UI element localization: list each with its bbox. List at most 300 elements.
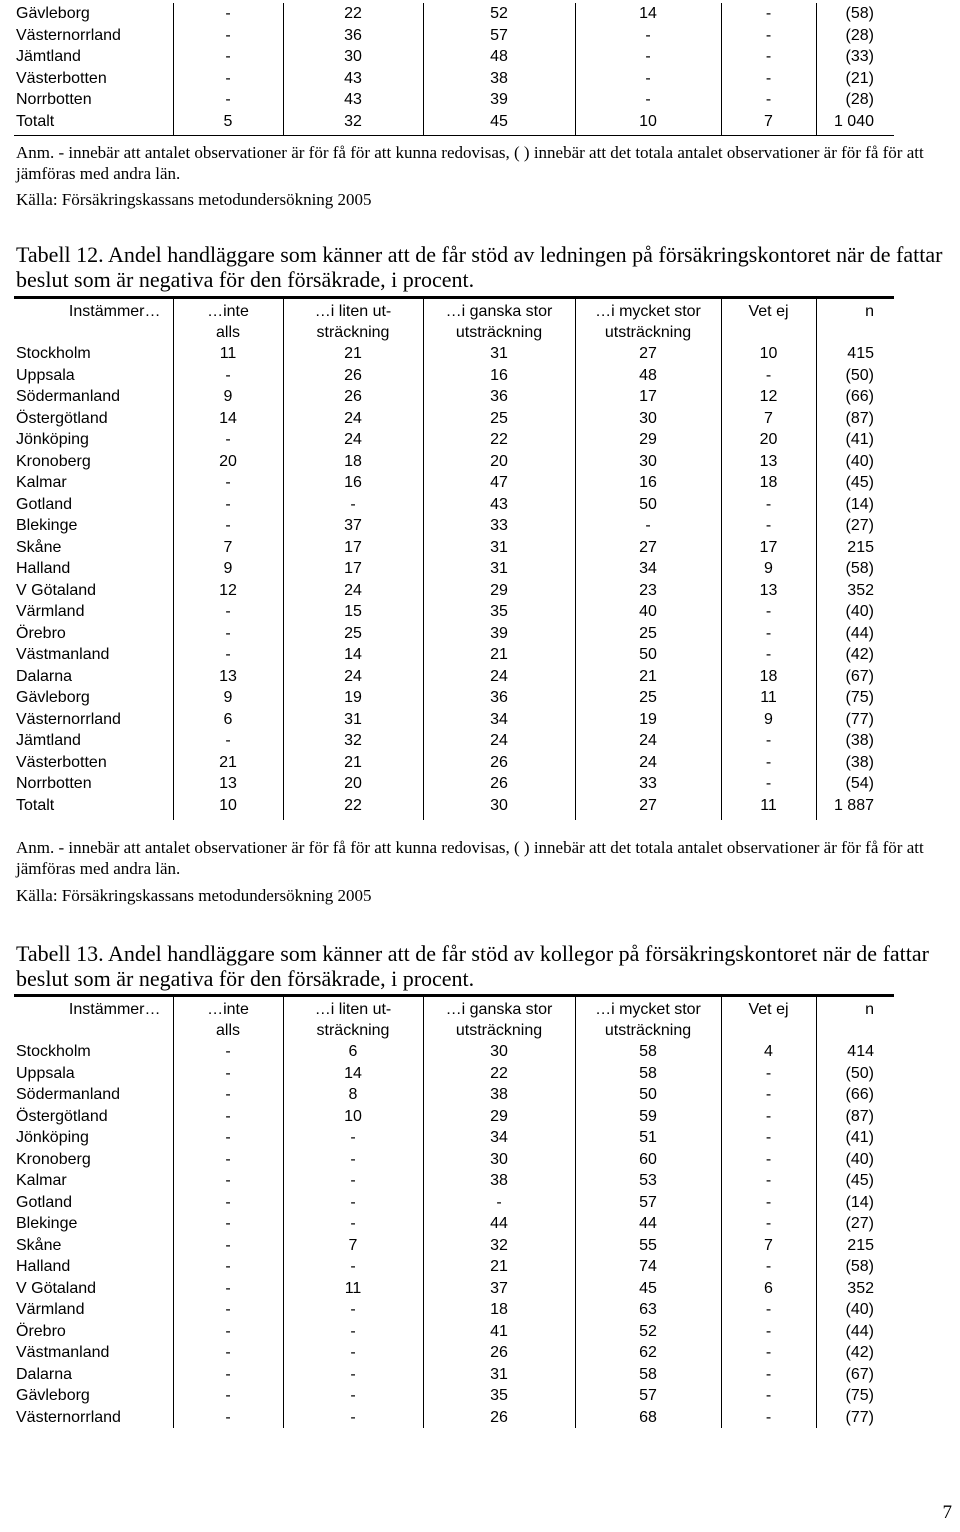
value-cell: -	[173, 1170, 283, 1192]
header-n: n	[816, 996, 894, 1042]
county-name: Uppsala	[16, 1064, 75, 1082]
value-cell: 26	[423, 1407, 575, 1429]
value-cell: 41	[423, 1321, 575, 1343]
value-cell: 26	[283, 386, 423, 408]
value-cell: 26	[423, 1342, 575, 1364]
value-cell: -	[575, 68, 721, 90]
value-cell: 52	[423, 3, 575, 25]
value-cell: 19	[283, 687, 423, 709]
table-row	[14, 709, 894, 731]
value-cell: 7	[721, 111, 816, 137]
header-inte-alls: …inte alls	[173, 298, 283, 344]
table-row	[14, 408, 894, 430]
value-cell: 44	[423, 1213, 575, 1235]
value-cell: 38	[423, 1170, 575, 1192]
value-cell: 25	[575, 623, 721, 645]
table-row	[14, 644, 894, 666]
table-note: Anm. - innebär att antalet observationer är för få för att kunna redovisas, ( ) innebär att det totala antalet observationer är för få för att jämföras med andra län.	[16, 143, 924, 183]
table-row	[14, 386, 894, 408]
value-cell: 17	[575, 386, 721, 408]
value-cell: -	[173, 515, 283, 537]
table-row	[14, 1192, 894, 1214]
value-cell: -	[721, 1149, 816, 1171]
value-cell: -	[173, 1235, 283, 1257]
value-cell: 18	[721, 666, 816, 688]
value-cell: -	[721, 365, 816, 387]
value-cell: -	[283, 1256, 423, 1278]
value-cell: 10	[173, 795, 283, 821]
value-cell: 26	[423, 773, 575, 795]
n-cell: 415	[816, 343, 894, 365]
n-cell: (40)	[816, 1149, 894, 1171]
county-name: Gotland	[16, 495, 73, 513]
value-cell: -	[721, 1106, 816, 1128]
table-row	[14, 1299, 894, 1321]
value-cell: 13	[721, 451, 816, 473]
value-cell: -	[173, 1407, 283, 1429]
county-name: Jämtland	[16, 48, 81, 65]
value-cell: 9	[173, 558, 283, 580]
n-cell: (67)	[816, 1364, 894, 1386]
value-cell: -	[721, 1084, 816, 1106]
n-cell: (38)	[816, 730, 894, 752]
table-row	[14, 1063, 894, 1085]
value-cell: -	[283, 494, 423, 516]
value-cell: 55	[575, 1235, 721, 1257]
county-name: Blekinge	[16, 517, 78, 534]
table-row	[14, 451, 894, 473]
header-n: n	[816, 298, 894, 344]
n-cell: (44)	[816, 1321, 894, 1343]
county-name: Örebro	[16, 624, 66, 642]
table-row	[14, 515, 894, 537]
value-cell: 21	[423, 1256, 575, 1278]
table-row	[14, 1364, 894, 1386]
county-name: Dalarna	[16, 667, 73, 685]
value-cell: 33	[423, 515, 575, 537]
header-inte-alls: …inte alls	[173, 996, 283, 1042]
value-cell: 7	[721, 408, 816, 430]
n-cell: 352	[816, 580, 894, 602]
value-cell: -	[721, 1321, 816, 1343]
table-12-note: Anm. - innebär att antalet observationer är för få för att kunna redovisas, ( ) innebär att det totala antalet observationer är för få för att jämföras med andra län.	[16, 838, 924, 878]
table-row	[14, 537, 894, 559]
value-cell: 39	[423, 89, 575, 111]
value-cell: -	[173, 89, 283, 111]
county-name: Västmanland	[16, 646, 110, 663]
value-cell: 30	[283, 46, 423, 68]
value-cell: 34	[423, 709, 575, 731]
value-cell: 36	[423, 386, 575, 408]
value-cell: 48	[423, 46, 575, 68]
county-name: Södermanland	[16, 1086, 121, 1103]
value-cell: -	[173, 1192, 283, 1214]
value-cell: 25	[283, 623, 423, 645]
county-name: Norrbotten	[16, 91, 92, 108]
table-row	[14, 1278, 894, 1300]
n-cell: 352	[816, 1278, 894, 1300]
value-cell: 31	[423, 537, 575, 559]
table-row	[14, 730, 894, 752]
value-cell: 5	[173, 111, 283, 137]
county-name: Jämtland	[16, 732, 81, 749]
n-cell: (58)	[816, 1256, 894, 1278]
value-cell: 21	[575, 666, 721, 688]
value-cell: -	[173, 1127, 283, 1149]
value-cell: 32	[283, 730, 423, 752]
value-cell: 15	[283, 601, 423, 623]
n-cell: (21)	[816, 68, 894, 90]
value-cell: 13	[173, 773, 283, 795]
value-cell: 58	[575, 1364, 721, 1386]
value-cell: 37	[423, 1278, 575, 1300]
value-cell: 18	[423, 1299, 575, 1321]
n-cell: (28)	[816, 25, 894, 47]
n-cell: (42)	[816, 644, 894, 666]
header-liten: …i liten ut- sträckning	[283, 996, 423, 1042]
value-cell: 63	[575, 1299, 721, 1321]
value-cell: 50	[575, 494, 721, 516]
county-name: Västernorrland	[16, 26, 121, 44]
value-cell: 24	[575, 752, 721, 774]
county-name: Totalt	[16, 796, 55, 814]
value-cell: 24	[283, 429, 423, 451]
county-name: Västernorrland	[16, 1408, 121, 1426]
value-cell: -	[283, 1127, 423, 1149]
value-cell: 6	[173, 709, 283, 731]
value-cell: -	[173, 1084, 283, 1106]
county-name: Kronoberg	[16, 1150, 91, 1168]
value-cell: 27	[575, 795, 721, 821]
n-cell: (38)	[816, 752, 894, 774]
value-cell: -	[173, 3, 283, 25]
value-cell: 30	[575, 451, 721, 473]
n-cell: 414	[816, 1041, 894, 1063]
value-cell: -	[283, 1321, 423, 1343]
value-cell: 30	[423, 795, 575, 821]
value-cell: 24	[423, 730, 575, 752]
table-row	[14, 343, 894, 365]
value-cell: -	[721, 623, 816, 645]
value-cell: 35	[423, 601, 575, 623]
value-cell: -	[173, 1041, 283, 1063]
value-cell: 38	[423, 68, 575, 90]
value-cell: -	[173, 1364, 283, 1386]
table-row	[14, 472, 894, 494]
header-liten: …i liten ut- sträckning	[283, 298, 423, 344]
table-row	[14, 580, 894, 602]
value-cell: -	[283, 1192, 423, 1214]
table-row	[14, 3, 894, 25]
value-cell: 22	[283, 3, 423, 25]
header-instammer: Instämmer…	[14, 298, 173, 344]
table-row	[14, 25, 894, 47]
value-cell: 33	[575, 773, 721, 795]
value-cell: -	[575, 515, 721, 537]
table-row	[14, 1084, 894, 1106]
value-cell: 34	[575, 558, 721, 580]
value-cell: -	[575, 46, 721, 68]
value-cell: 38	[423, 1084, 575, 1106]
value-cell: 10	[283, 1106, 423, 1128]
county-name: Gävleborg	[16, 1387, 90, 1404]
value-cell: 6	[721, 1278, 816, 1300]
n-cell: 1 887	[816, 795, 894, 821]
value-cell: 9	[173, 386, 283, 408]
value-cell: 16	[423, 365, 575, 387]
value-cell: -	[721, 644, 816, 666]
n-cell: (87)	[816, 1106, 894, 1128]
n-cell: (27)	[816, 1213, 894, 1235]
value-cell: 13	[173, 666, 283, 688]
value-cell: 24	[423, 666, 575, 688]
value-cell: 29	[423, 580, 575, 602]
county-name: Totalt	[16, 112, 55, 130]
value-cell: 44	[575, 1213, 721, 1235]
county-name: Stockholm	[16, 345, 91, 362]
table-11-continuation	[14, 3, 894, 136]
value-cell: 60	[575, 1149, 721, 1171]
n-cell: 215	[816, 537, 894, 559]
value-cell: 21	[173, 752, 283, 774]
value-cell: 18	[283, 451, 423, 473]
value-cell: -	[423, 1192, 575, 1214]
value-cell: 9	[173, 687, 283, 709]
n-cell: (45)	[816, 472, 894, 494]
value-cell: 30	[575, 408, 721, 430]
value-cell: 11	[173, 343, 283, 365]
n-cell: (58)	[816, 3, 894, 25]
value-cell: 21	[423, 644, 575, 666]
n-cell: (50)	[816, 1063, 894, 1085]
table-row	[14, 1385, 894, 1407]
n-cell: (58)	[816, 558, 894, 580]
table-12	[14, 296, 894, 820]
county-name: Dalarna	[16, 1365, 73, 1383]
value-cell: -	[173, 1299, 283, 1321]
table-row	[14, 68, 894, 90]
value-cell: -	[173, 601, 283, 623]
table-13-title: Tabell 13. Andel handläggare som känner att de får stöd av kollegor på försäkringskontoret när de fattar beslut som är negativa för den försäkrade, i procent.	[16, 941, 929, 991]
header-instammer: Instämmer…	[14, 996, 173, 1042]
table-row	[14, 46, 894, 68]
county-name: Värmland	[16, 1301, 85, 1318]
value-cell: 57	[575, 1192, 721, 1214]
value-cell: 32	[283, 111, 423, 137]
table-row	[14, 752, 894, 774]
table-row	[14, 687, 894, 709]
table-row	[14, 89, 894, 111]
county-name: Kronoberg	[16, 452, 91, 470]
table-row	[14, 429, 894, 451]
n-cell: (45)	[816, 1170, 894, 1192]
value-cell: 6	[283, 1041, 423, 1063]
value-cell: -	[173, 1063, 283, 1085]
n-cell: (33)	[816, 46, 894, 68]
county-name: Stockholm	[16, 1043, 91, 1060]
table-row	[14, 1041, 894, 1063]
value-cell: -	[721, 1385, 816, 1407]
value-cell: 27	[575, 537, 721, 559]
value-cell: 43	[423, 494, 575, 516]
n-cell: (67)	[816, 666, 894, 688]
value-cell: 11	[721, 687, 816, 709]
table-row	[14, 365, 894, 387]
county-name: Västerbotten	[16, 753, 107, 771]
value-cell: 20	[173, 451, 283, 473]
n-cell: (42)	[816, 1342, 894, 1364]
value-cell: -	[721, 1127, 816, 1149]
value-cell: -	[721, 1170, 816, 1192]
table-row	[14, 795, 894, 821]
table-row	[14, 494, 894, 516]
value-cell: -	[721, 1299, 816, 1321]
table-row	[14, 1213, 894, 1235]
value-cell: 22	[423, 1063, 575, 1085]
value-cell: -	[721, 1063, 816, 1085]
value-cell: -	[721, 3, 816, 25]
value-cell: -	[721, 1256, 816, 1278]
value-cell: -	[721, 773, 816, 795]
value-cell: 14	[283, 644, 423, 666]
value-cell: 20	[721, 429, 816, 451]
value-cell: 12	[173, 580, 283, 602]
value-cell: 34	[423, 1127, 575, 1149]
value-cell: 21	[283, 752, 423, 774]
value-cell: 18	[721, 472, 816, 494]
header-ganska-stor: …i ganska stor utsträckning	[423, 298, 575, 344]
value-cell: -	[283, 1342, 423, 1364]
value-cell: -	[575, 89, 721, 111]
value-cell: -	[173, 25, 283, 47]
n-cell: (54)	[816, 773, 894, 795]
value-cell: 30	[423, 1041, 575, 1063]
value-cell: 12	[721, 386, 816, 408]
county-name: V Götaland	[16, 1279, 97, 1297]
value-cell: -	[721, 68, 816, 90]
value-cell: -	[721, 1192, 816, 1214]
value-cell: 43	[283, 68, 423, 90]
value-cell: 31	[423, 1364, 575, 1386]
value-cell: 45	[423, 111, 575, 137]
n-cell: (87)	[816, 408, 894, 430]
county-name: Gotland	[16, 1193, 73, 1211]
n-cell: (44)	[816, 623, 894, 645]
value-cell: 20	[283, 773, 423, 795]
table-row	[14, 1235, 894, 1257]
value-cell: 36	[423, 687, 575, 709]
value-cell: -	[173, 644, 283, 666]
value-cell: 11	[283, 1278, 423, 1300]
table-row	[14, 623, 894, 645]
county-name: V Götaland	[16, 581, 97, 599]
value-cell: -	[173, 1321, 283, 1343]
n-cell: (75)	[816, 1385, 894, 1407]
value-cell: 11	[721, 795, 816, 821]
value-cell: -	[721, 1407, 816, 1429]
value-cell: 22	[423, 429, 575, 451]
value-cell: 45	[575, 1278, 721, 1300]
value-cell: 35	[423, 1385, 575, 1407]
value-cell: 10	[575, 111, 721, 137]
value-cell: -	[721, 494, 816, 516]
value-cell: 29	[575, 429, 721, 451]
county-name: Jönköping	[16, 1129, 89, 1146]
value-cell: -	[721, 46, 816, 68]
value-cell: 7	[721, 1235, 816, 1257]
value-cell: 24	[283, 666, 423, 688]
county-name: Södermanland	[16, 388, 121, 405]
value-cell: 53	[575, 1170, 721, 1192]
table-row	[14, 1127, 894, 1149]
n-cell: (66)	[816, 386, 894, 408]
value-cell: -	[283, 1364, 423, 1386]
value-cell: 52	[575, 1321, 721, 1343]
county-name: Kalmar	[16, 474, 67, 491]
n-cell: (75)	[816, 687, 894, 709]
value-cell: -	[173, 365, 283, 387]
value-cell: -	[283, 1299, 423, 1321]
value-cell: -	[721, 601, 816, 623]
value-cell: -	[173, 46, 283, 68]
value-cell: 62	[575, 1342, 721, 1364]
table-row	[14, 111, 894, 137]
value-cell: -	[173, 1278, 283, 1300]
value-cell: -	[721, 1364, 816, 1386]
value-cell: 24	[575, 730, 721, 752]
n-cell: (40)	[816, 451, 894, 473]
table-row	[14, 1342, 894, 1364]
value-cell: -	[721, 25, 816, 47]
county-name: Gävleborg	[16, 5, 90, 22]
n-cell: 1 040	[816, 111, 894, 137]
n-cell: (77)	[816, 709, 894, 731]
n-cell: (66)	[816, 1084, 894, 1106]
n-cell: 215	[816, 1235, 894, 1257]
value-cell: 29	[423, 1106, 575, 1128]
value-cell: 16	[283, 472, 423, 494]
value-cell: -	[721, 730, 816, 752]
county-name: Uppsala	[16, 366, 75, 384]
value-cell: 14	[575, 3, 721, 25]
value-cell: 7	[283, 1235, 423, 1257]
value-cell: -	[575, 25, 721, 47]
value-cell: 17	[721, 537, 816, 559]
value-cell: 24	[283, 580, 423, 602]
value-cell: 39	[423, 623, 575, 645]
value-cell: 37	[283, 515, 423, 537]
table-row	[14, 1149, 894, 1171]
value-cell: -	[721, 752, 816, 774]
value-cell: 57	[575, 1385, 721, 1407]
n-cell: (14)	[816, 494, 894, 516]
county-name: Halland	[16, 560, 71, 577]
value-cell: -	[721, 1213, 816, 1235]
value-cell: 36	[283, 25, 423, 47]
value-cell: 8	[283, 1084, 423, 1106]
value-cell: -	[173, 1106, 283, 1128]
value-cell: -	[283, 1170, 423, 1192]
value-cell: 30	[423, 1149, 575, 1171]
county-name: Gävleborg	[16, 689, 90, 706]
value-cell: 17	[283, 558, 423, 580]
county-name: Kalmar	[16, 1172, 67, 1189]
county-name: Västmanland	[16, 1344, 110, 1361]
value-cell: 24	[283, 408, 423, 430]
n-cell: (40)	[816, 1299, 894, 1321]
value-cell: 14	[173, 408, 283, 430]
county-name: Östergötland	[16, 409, 108, 427]
